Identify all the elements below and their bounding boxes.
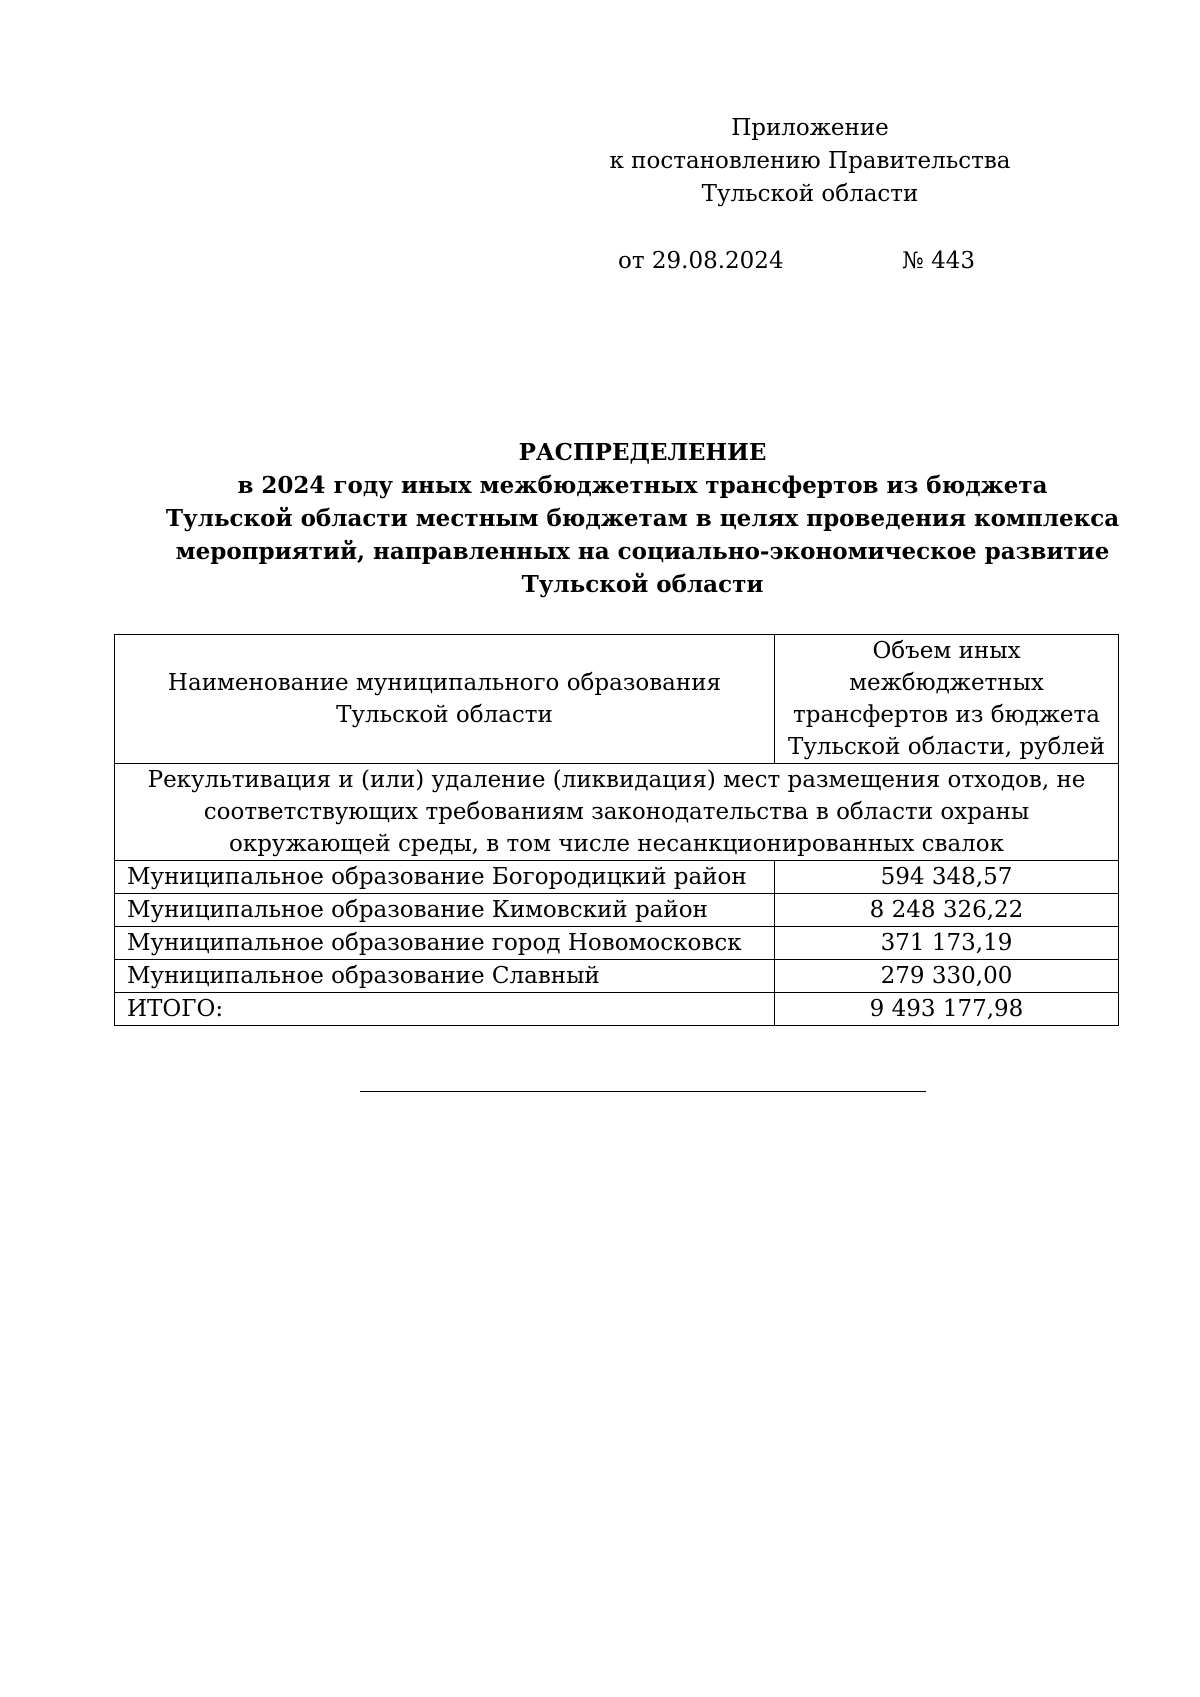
document-title <box>120 436 1165 601</box>
table-total-row <box>115 993 1119 1026</box>
row-amount-cell: 594 348,57 <box>775 861 1119 894</box>
table-row <box>115 894 1119 927</box>
title-line-1: РАСПРЕДЕЛЕНИЕ <box>518 439 767 466</box>
row-name-cell: Муниципальное образование Кимовский район <box>115 894 775 927</box>
appendix-header <box>600 112 1020 211</box>
table-section-row <box>115 764 1119 861</box>
row-amount-cell: 279 330,00 <box>775 960 1119 993</box>
appendix-region-line: Тульской области <box>701 181 919 207</box>
closing-divider <box>360 1091 926 1092</box>
decree-number: № 443 <box>902 248 975 274</box>
header-name-cell: Наименование муниципального образования Тульской области <box>115 635 775 764</box>
header-amount-cell: Объем иных межбюджетных трансфертов из бюджета Тульской области, рублей <box>775 635 1119 764</box>
row-name-cell: Муниципальное образование Славный <box>115 960 775 993</box>
appendix-decree-line: к постановлению Правительства <box>609 148 1011 174</box>
total-amount-cell: 9 493 177,98 <box>775 993 1119 1026</box>
row-amount-cell: 8 248 326,22 <box>775 894 1119 927</box>
row-name-cell: Муниципальное образование Богородицкий район <box>115 861 775 894</box>
row-name-cell: Муниципальное образование город Новомосковск <box>115 927 775 960</box>
row-amount-cell: 371 173,19 <box>775 927 1119 960</box>
table-row <box>115 927 1119 960</box>
section-title-cell: Рекультивация и (или) удаление (ликвидация) мест размещения отходов, не соответствующих требованиям законодательства в области охраны окружающей среды, в том числе несанкционированных свалок <box>115 764 1119 861</box>
distribution-table <box>114 634 1119 1026</box>
appendix-label: Приложение <box>731 115 889 141</box>
title-line-2: в 2024 году иных межбюджетных трансфертов из бюджета <box>237 472 1048 499</box>
title-line-5: Тульской области <box>521 571 764 598</box>
title-line-3: Тульской области местным бюджетам в целях проведения комплекса <box>165 505 1120 532</box>
decree-date: от 29.08.2024 <box>618 248 784 274</box>
table-header-row <box>115 635 1119 764</box>
total-label-cell: ИТОГО: <box>115 993 775 1026</box>
table-row <box>115 861 1119 894</box>
title-line-4: мероприятий, направленных на социально-экономическое развитие <box>175 538 1110 565</box>
table-row <box>115 960 1119 993</box>
